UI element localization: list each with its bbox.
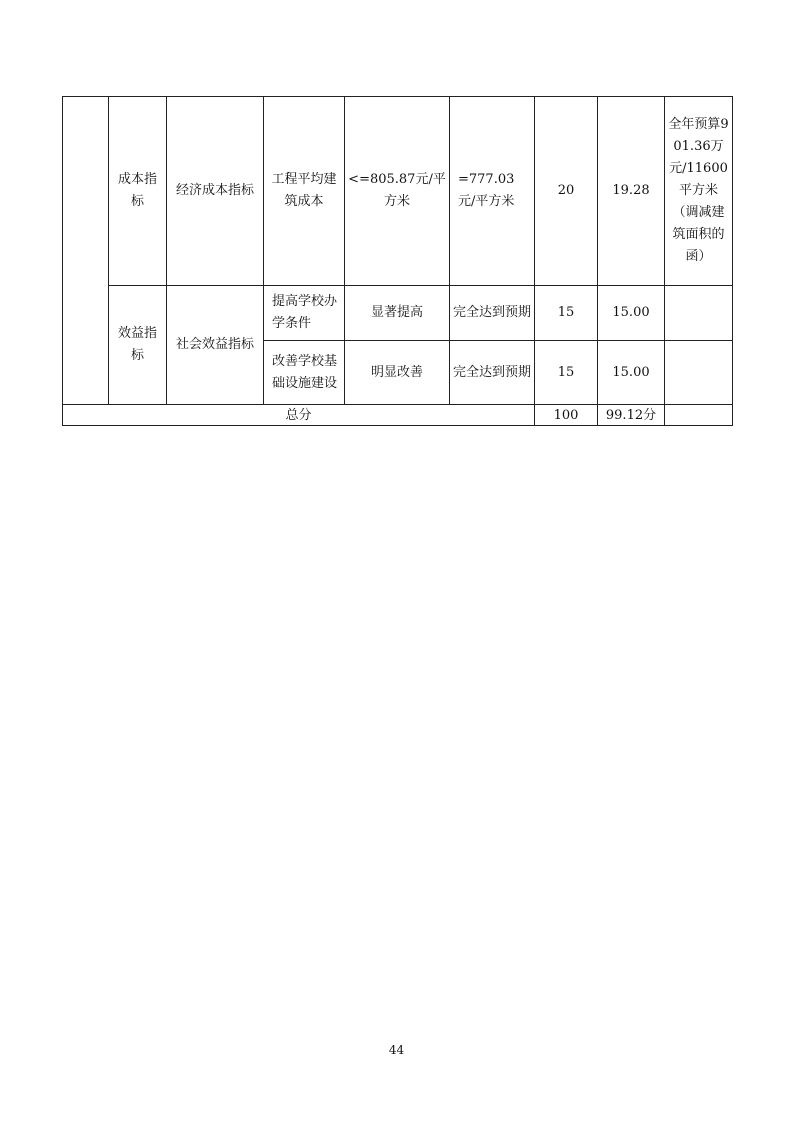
target-cell: 显著提高 xyxy=(345,286,450,341)
level1-cell xyxy=(63,97,109,405)
page-number: 44 xyxy=(388,1043,405,1057)
table-row xyxy=(63,286,733,341)
indicator-cell: 工程平均建筑成本 xyxy=(264,97,345,286)
subcategory-cell: 社会效益指标 xyxy=(167,286,264,405)
total-label-cell: 总分 xyxy=(63,405,535,426)
remark-cell xyxy=(665,286,733,341)
subcategory-cell: 经济成本指标 xyxy=(167,97,264,286)
score-cell: 15.00 xyxy=(598,341,665,405)
total-score-cell: 99.12分 xyxy=(598,405,665,426)
total-row xyxy=(63,405,733,426)
table-row xyxy=(63,97,733,286)
indicator-cell: 改善学校基础设施建设 xyxy=(264,341,345,405)
weight-cell: 20 xyxy=(535,97,598,286)
score-cell: 19.28 xyxy=(598,97,665,286)
actual-cell: 完全达到预期 xyxy=(450,341,535,405)
weight-cell: 15 xyxy=(535,286,598,341)
remark-cell xyxy=(665,341,733,405)
total-weight-cell: 100 xyxy=(535,405,598,426)
score-cell: 15.00 xyxy=(598,286,665,341)
actual-cell: 完全达到预期 xyxy=(450,286,535,341)
target-cell: <=805.87元/平方米 xyxy=(345,97,450,286)
total-remark-cell xyxy=(665,405,733,426)
target-cell: 明显改善 xyxy=(345,341,450,405)
category-cell: 成本指标 xyxy=(109,97,167,286)
indicator-cell: 提高学校办学条件 xyxy=(264,286,345,341)
performance-table xyxy=(62,96,733,426)
category-cell: 效益指标 xyxy=(109,286,167,405)
weight-cell: 15 xyxy=(535,341,598,405)
remark-cell: 全年预算901.36万元/11600平方米（调减建筑面积的函） xyxy=(665,97,733,286)
actual-cell: =777.03元/平方米 xyxy=(450,97,535,286)
